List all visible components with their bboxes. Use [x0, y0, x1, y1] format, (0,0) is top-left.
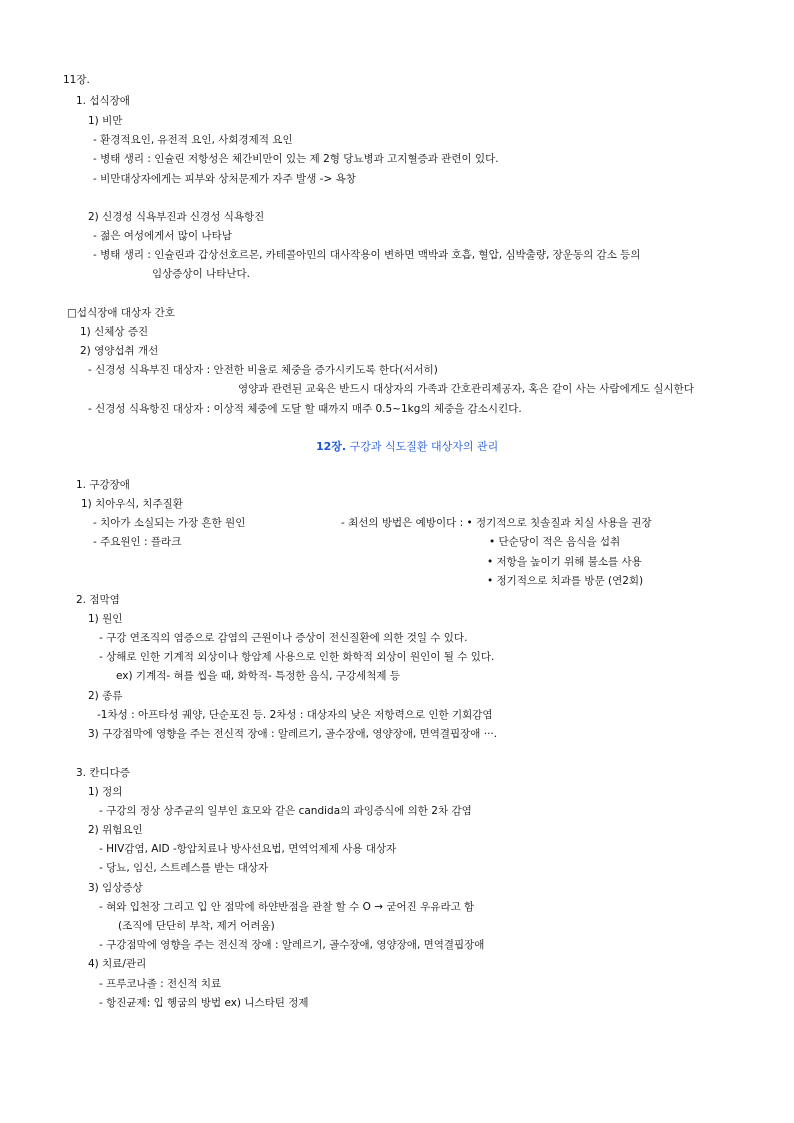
- candidiasis-risk-heading: 2) 위험요인: [88, 824, 143, 836]
- prevention-line: - 최선의 방법은 예방이다 : • 정기적으로 칫솔질과 치실 사용을 권장: [341, 517, 652, 529]
- candidiasis-risk-1: - HIV감염, AID -항암치료나 방사선요법, 면역억제제 사용 대상자: [99, 843, 397, 855]
- obesity-line-3: - 비만대상자에게는 피부와 상처문제가 자주 발생 -> 욕창: [93, 173, 356, 185]
- section-eating-disorder-heading: 1. 섭식장애: [76, 95, 130, 107]
- anorexia-heading: 2) 신경성 식욕부진과 신경성 식욕항진: [88, 211, 265, 223]
- care-item-2: 2) 영양섭취 개선: [80, 345, 159, 357]
- mucositis-cause-3: ex) 기계적- 혀를 씹을 때, 화학적- 특정한 음식, 구강세척제 등: [116, 670, 401, 682]
- prevention-bullet-2: • 단순당이 적은 음식을 섭취: [489, 536, 621, 548]
- obesity-line-1: - 환경적요인, 유전적 요인, 사회경제적 요인: [93, 134, 293, 146]
- anorexia-line-1: - 젊은 여성에게서 많이 나타남: [93, 230, 232, 242]
- caries-line-1: - 치아가 소실되는 가장 흔한 원인: [93, 517, 246, 529]
- mucositis-heading: 2. 점막염: [76, 594, 120, 606]
- chapter-11-title: 11장.: [63, 74, 90, 86]
- obesity-line-2: - 병태 생리 : 인슐린 저항성은 체간비만이 있는 제 2형 당뇨병과 고지혈증과 관련이 있다.: [93, 153, 499, 165]
- prevention-bullet-4: • 정기적으로 치과를 방문 (연2회): [487, 575, 644, 587]
- mucositis-systemic: 3) 구강점막에 영향을 주는 전신적 장애 : 알레르기, 골수장애, 영양장애, 면역결핍장애 ···.: [88, 728, 498, 740]
- candidiasis-def-1: - 구강의 정상 상주균의 일부인 효모와 같은 candida의 과잉증식에 의한 2차 감염: [99, 805, 472, 817]
- candidiasis-treatment-heading: 4) 치료/관리: [88, 958, 147, 970]
- mucositis-type-1: -1차성 : 아프타성 궤양, 단순포진 등. 2차성 : 대상자의 낮은 저항력으로 인한 기회감염: [97, 709, 493, 721]
- mucositis-cause-heading: 1) 원인: [88, 613, 123, 625]
- candidiasis-risk-2: - 당뇨, 임신, 스트레스를 받는 대상자: [99, 862, 269, 874]
- care-item-5: - 신경성 식욕항진 대상자 : 이상적 체중에 도달 할 때까지 매주 0.5~1kg의 체중을 감소시킨다.: [88, 403, 522, 415]
- candidiasis-clinical-3: - 구강점막에 영향을 주는 전신적 장애 : 알레르기, 골수장애, 영양장애, 면역결핍장애: [99, 939, 485, 951]
- care-heading: □섭식장애 대상자 간호: [67, 307, 175, 319]
- mucositis-cause-2: - 상해로 인한 기계적 외상이나 항암제 사용으로 인한 화학적 외상이 원인이 될 수 있다.: [99, 651, 495, 663]
- chapter-12-number: 12장.: [316, 440, 347, 453]
- candidiasis-def-heading: 1) 정의: [88, 786, 123, 798]
- caries-line-2: - 주요원인 : 플라크: [93, 536, 182, 548]
- oral-disorder-heading: 1. 구강장애: [76, 479, 130, 491]
- care-item-3: - 신경성 식욕부진 대상자 : 안전한 비율로 체중을 증가시키도록 한다(서서히): [88, 364, 438, 376]
- obesity-heading: 1) 비만: [88, 115, 123, 127]
- candidiasis-clinical-2: (조직에 단단히 부착, 제거 어려움): [118, 920, 275, 932]
- candidiasis-treatment-1: - 프루코나졸 : 전신적 치료: [99, 978, 222, 990]
- candidiasis-heading: 3. 칸디다증: [76, 767, 130, 779]
- care-item-1: 1) 신체상 증진: [80, 326, 149, 338]
- care-item-4: 영양과 관련된 교육은 반드시 대상자의 가족과 간호관리제공자, 혹은 같이 사는 사람에게도 실시한다: [238, 383, 694, 395]
- candidiasis-treatment-2: - 항진균제: 입 헹굼의 방법 ex) 니스타틴 정제: [99, 997, 309, 1009]
- caries-heading: 1) 치아우식, 치주질환: [81, 498, 183, 510]
- anorexia-line-3: 임상증상이 나타난다.: [152, 268, 250, 280]
- chapter-12-name: 구강과 식도질환 대상자의 관리: [346, 440, 499, 453]
- chapter-12-title: [316, 440, 498, 454]
- candidiasis-clinical-1: - 혀와 입천장 그리고 입 안 점막에 하얀반점을 관찰 할 수 O → 굳어진 우유라고 함: [99, 901, 475, 913]
- anorexia-line-2: - 병태 생리 : 인슐린과 갑상선호르몬, 카테콜아민의 대사작용이 변하면 맥박과 호흡, 혈압, 심박출량, 장운동의 감소 등의: [93, 249, 641, 261]
- mucositis-cause-1: - 구강 연조직의 염증으로 감염의 근원이나 증상이 전신질환에 의한 것일 수 있다.: [99, 632, 468, 644]
- prevention-bullet-3: • 저항을 높이기 위해 불소를 사용: [487, 556, 642, 568]
- candidiasis-clinical-heading: 3) 임상증상: [88, 882, 143, 894]
- mucositis-type-heading: 2) 종류: [88, 690, 123, 702]
